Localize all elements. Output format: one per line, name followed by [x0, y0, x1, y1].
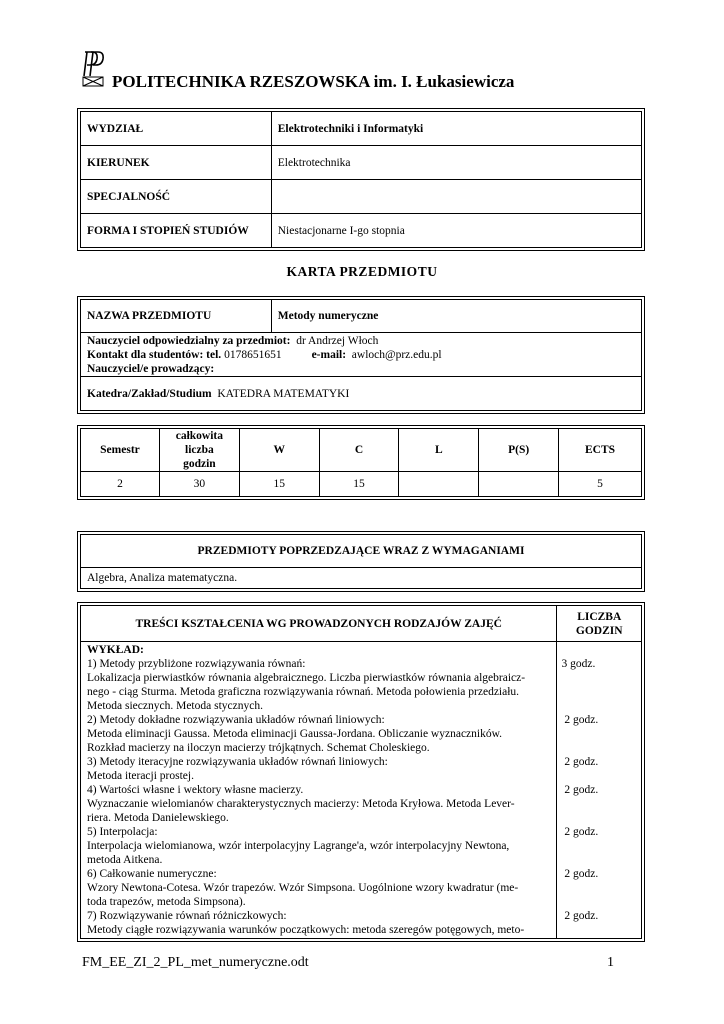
hours-value: [561, 895, 637, 909]
hours-value: 2 godz.: [561, 868, 599, 880]
subject-name-value: Metody numeryczne: [271, 300, 641, 333]
conducting-teacher-label: Nauczyciel/e prowadzący:: [87, 363, 215, 375]
semester-value: 2: [81, 472, 160, 497]
content-line: Metoda eliminacji Gaussa. Metoda eliminacji Gaussa-Jordana. Obliczanie wyznaczników.: [87, 728, 503, 740]
exercises-value: 15: [319, 472, 399, 497]
table-row: [81, 146, 642, 180]
table-row: [81, 568, 642, 589]
hours-value: [561, 699, 637, 713]
content-line: Metody ciągłe rozwiązywania warunków początkowych: metoda szeregów potęgowych, meto-: [87, 924, 525, 936]
subject-table: [80, 299, 642, 411]
content-line: nego - ciąg Sturma. Metoda graficzna rozwiązywania równań. Metoda połowienia przedziału.: [87, 686, 520, 698]
study-form-label: FORMA I STOPIEŃ STUDIÓW: [81, 214, 272, 248]
content-line: 5) Interpolacja:: [87, 826, 158, 838]
table-row: [81, 214, 642, 248]
lecture-value: 15: [239, 472, 319, 497]
content-line: Rozkład macierzy na iloczyn macierzy trójkątnych. Schemat Choleskiego.: [87, 742, 430, 754]
hours-value: 2 godz.: [561, 756, 599, 768]
content-line: Wyznaczanie wielomianów charakterystycznych macierzy: Metoda Kryłowa. Metoda Lever-: [87, 798, 515, 810]
email-value: awloch@prz.edu.pl: [351, 349, 442, 361]
page-header: [82, 44, 662, 104]
content-line: Lokalizacja pierwiastków równania algebraicznego. Liczba pierwiastków równania algebraicz-: [87, 672, 526, 684]
teacher-label: Nauczyciel odpowiedzialny za przedmiot:: [87, 335, 291, 347]
hours-value: 2 godz.: [561, 714, 599, 726]
content-line: metoda Aitkena.: [87, 854, 163, 866]
hours-value: [561, 643, 637, 657]
email-label: e-mail:: [311, 349, 347, 361]
table-row: [81, 606, 642, 642]
hours-value: 2 godz.: [561, 910, 599, 922]
content-line: Metoda siecznych. Metoda stycznych.: [87, 700, 263, 712]
hours-value: [561, 839, 637, 853]
lab-value: [399, 472, 479, 497]
content-line: 4) Wartości własne i wektory własne macierzy.: [87, 784, 304, 796]
prerequisites-value: Algebra, Analiza matematyczna.: [81, 568, 642, 589]
content-line: 3) Metody iteracyjne rozwiązywania układów równań liniowych:: [87, 756, 388, 768]
lecture-content: [81, 642, 557, 939]
prerequisites-table: [80, 534, 642, 589]
table-row: [81, 429, 642, 472]
content-line: Wzory Newtona-Cotesa. Wzór trapezów. Wzór Simpsona. Uogólnione wzory kwadratur (me-: [87, 882, 519, 894]
specialty-value: [271, 180, 641, 214]
teacher-value: dr Andrzej Włoch: [296, 335, 379, 347]
faculty-value: Elektrotechniki i Informatyki: [271, 112, 641, 146]
hours-value: 2 godz.: [561, 784, 599, 796]
hours-value: [561, 811, 637, 825]
study-form-value: Niestacjonarne I-go stopnia: [271, 214, 641, 248]
table-row: [81, 535, 642, 568]
content-title: TREŚCI KSZTAŁCENIA WG PROWADZONYCH RODZAJÓW ZAJĘĆ: [81, 606, 557, 642]
prerequisites-title: PRZEDMIOTY POPRZEDZAJĄCE WRAZ Z WYMAGANIAMI: [81, 535, 642, 568]
content-line: Interpolacja wielomianowa, wzór interpolacyjny Lagrange'a, wzór interpolacyjny Newtona,: [87, 840, 510, 852]
hours-value: [561, 923, 637, 937]
faculty-label: WYDZIAŁ: [81, 112, 272, 146]
total-hours-value: 30: [159, 472, 239, 497]
content-line: 6) Całkowanie numeryczne:: [87, 868, 217, 880]
hours-value: [561, 769, 637, 783]
department-label: Katedra/Zakład/Studium: [87, 387, 212, 400]
project-header: P(S): [479, 429, 559, 472]
hours-value: [561, 727, 637, 741]
hours-count-header: LICZBA GODZIN: [557, 606, 642, 642]
table-row: [81, 300, 642, 333]
contact-phone: 0178651651: [224, 349, 282, 361]
total-hours-header: całkowita liczba godzin: [159, 429, 239, 472]
document-title: KARTA PRZEDMIOTU: [286, 264, 438, 279]
hours-value: 2 godz.: [561, 826, 599, 838]
hours-value: [561, 797, 637, 811]
lecture-header: W: [239, 429, 319, 472]
teacher-cell: [81, 333, 642, 377]
hours-value: 3 godz.: [561, 658, 596, 670]
lab-header: L: [399, 429, 479, 472]
content-line: 7) Rozwiązywanie równań różniczkowych:: [87, 910, 287, 922]
content-line: toda trapezów, metoda Simpsona).: [87, 896, 246, 908]
institution-title: POLITECHNIKA RZESZOWSKA im. I. Łukasiewicza: [112, 72, 515, 91]
hours-value: [561, 671, 637, 685]
ects-value: 5: [559, 472, 642, 497]
footer-filename: FM_EE_ZI_2_PL_met_numeryczne.odt: [82, 955, 309, 970]
hours-value: [561, 853, 637, 867]
table-row: [81, 112, 642, 146]
course-content-table: [80, 605, 642, 939]
program-info-table: [80, 111, 642, 248]
hours-value: [561, 881, 637, 895]
hours-value: [561, 741, 637, 755]
hours-table: [80, 428, 642, 497]
hours-value: [561, 685, 637, 699]
table-row: [81, 333, 642, 377]
project-value: [479, 472, 559, 497]
university-logo-icon: [82, 50, 106, 88]
department-cell: [81, 377, 642, 411]
subject-name-label: NAZWA PRZEDMIOTU: [81, 300, 272, 333]
specialty-label: SPECJALNOŚĆ: [81, 180, 272, 214]
content-line: 2) Metody dokładne rozwiązywania układów równań liniowych:: [87, 714, 385, 726]
table-row: [81, 377, 642, 411]
field-label: KIERUNEK: [81, 146, 272, 180]
table-row: [81, 642, 642, 939]
lecture-hours: [557, 642, 642, 939]
table-row: [81, 472, 642, 497]
content-line: WYKŁAD:: [87, 644, 144, 656]
content-line: 1) Metody przybliżone rozwiązywania równań:: [87, 658, 306, 670]
table-row: [81, 180, 642, 214]
semester-header: Semestr: [81, 429, 160, 472]
page-number: 1: [607, 955, 614, 970]
contact-label: Kontakt dla studentów: tel.: [87, 349, 222, 361]
ects-header: ECTS: [559, 429, 642, 472]
exercises-header: C: [319, 429, 399, 472]
field-value: Elektrotechnika: [271, 146, 641, 180]
content-line: riera. Metoda Danielewskiego.: [87, 812, 229, 824]
department-value: KATEDRA MATEMATYKI: [217, 387, 350, 400]
content-line: Metoda iteracji prostej.: [87, 770, 194, 782]
